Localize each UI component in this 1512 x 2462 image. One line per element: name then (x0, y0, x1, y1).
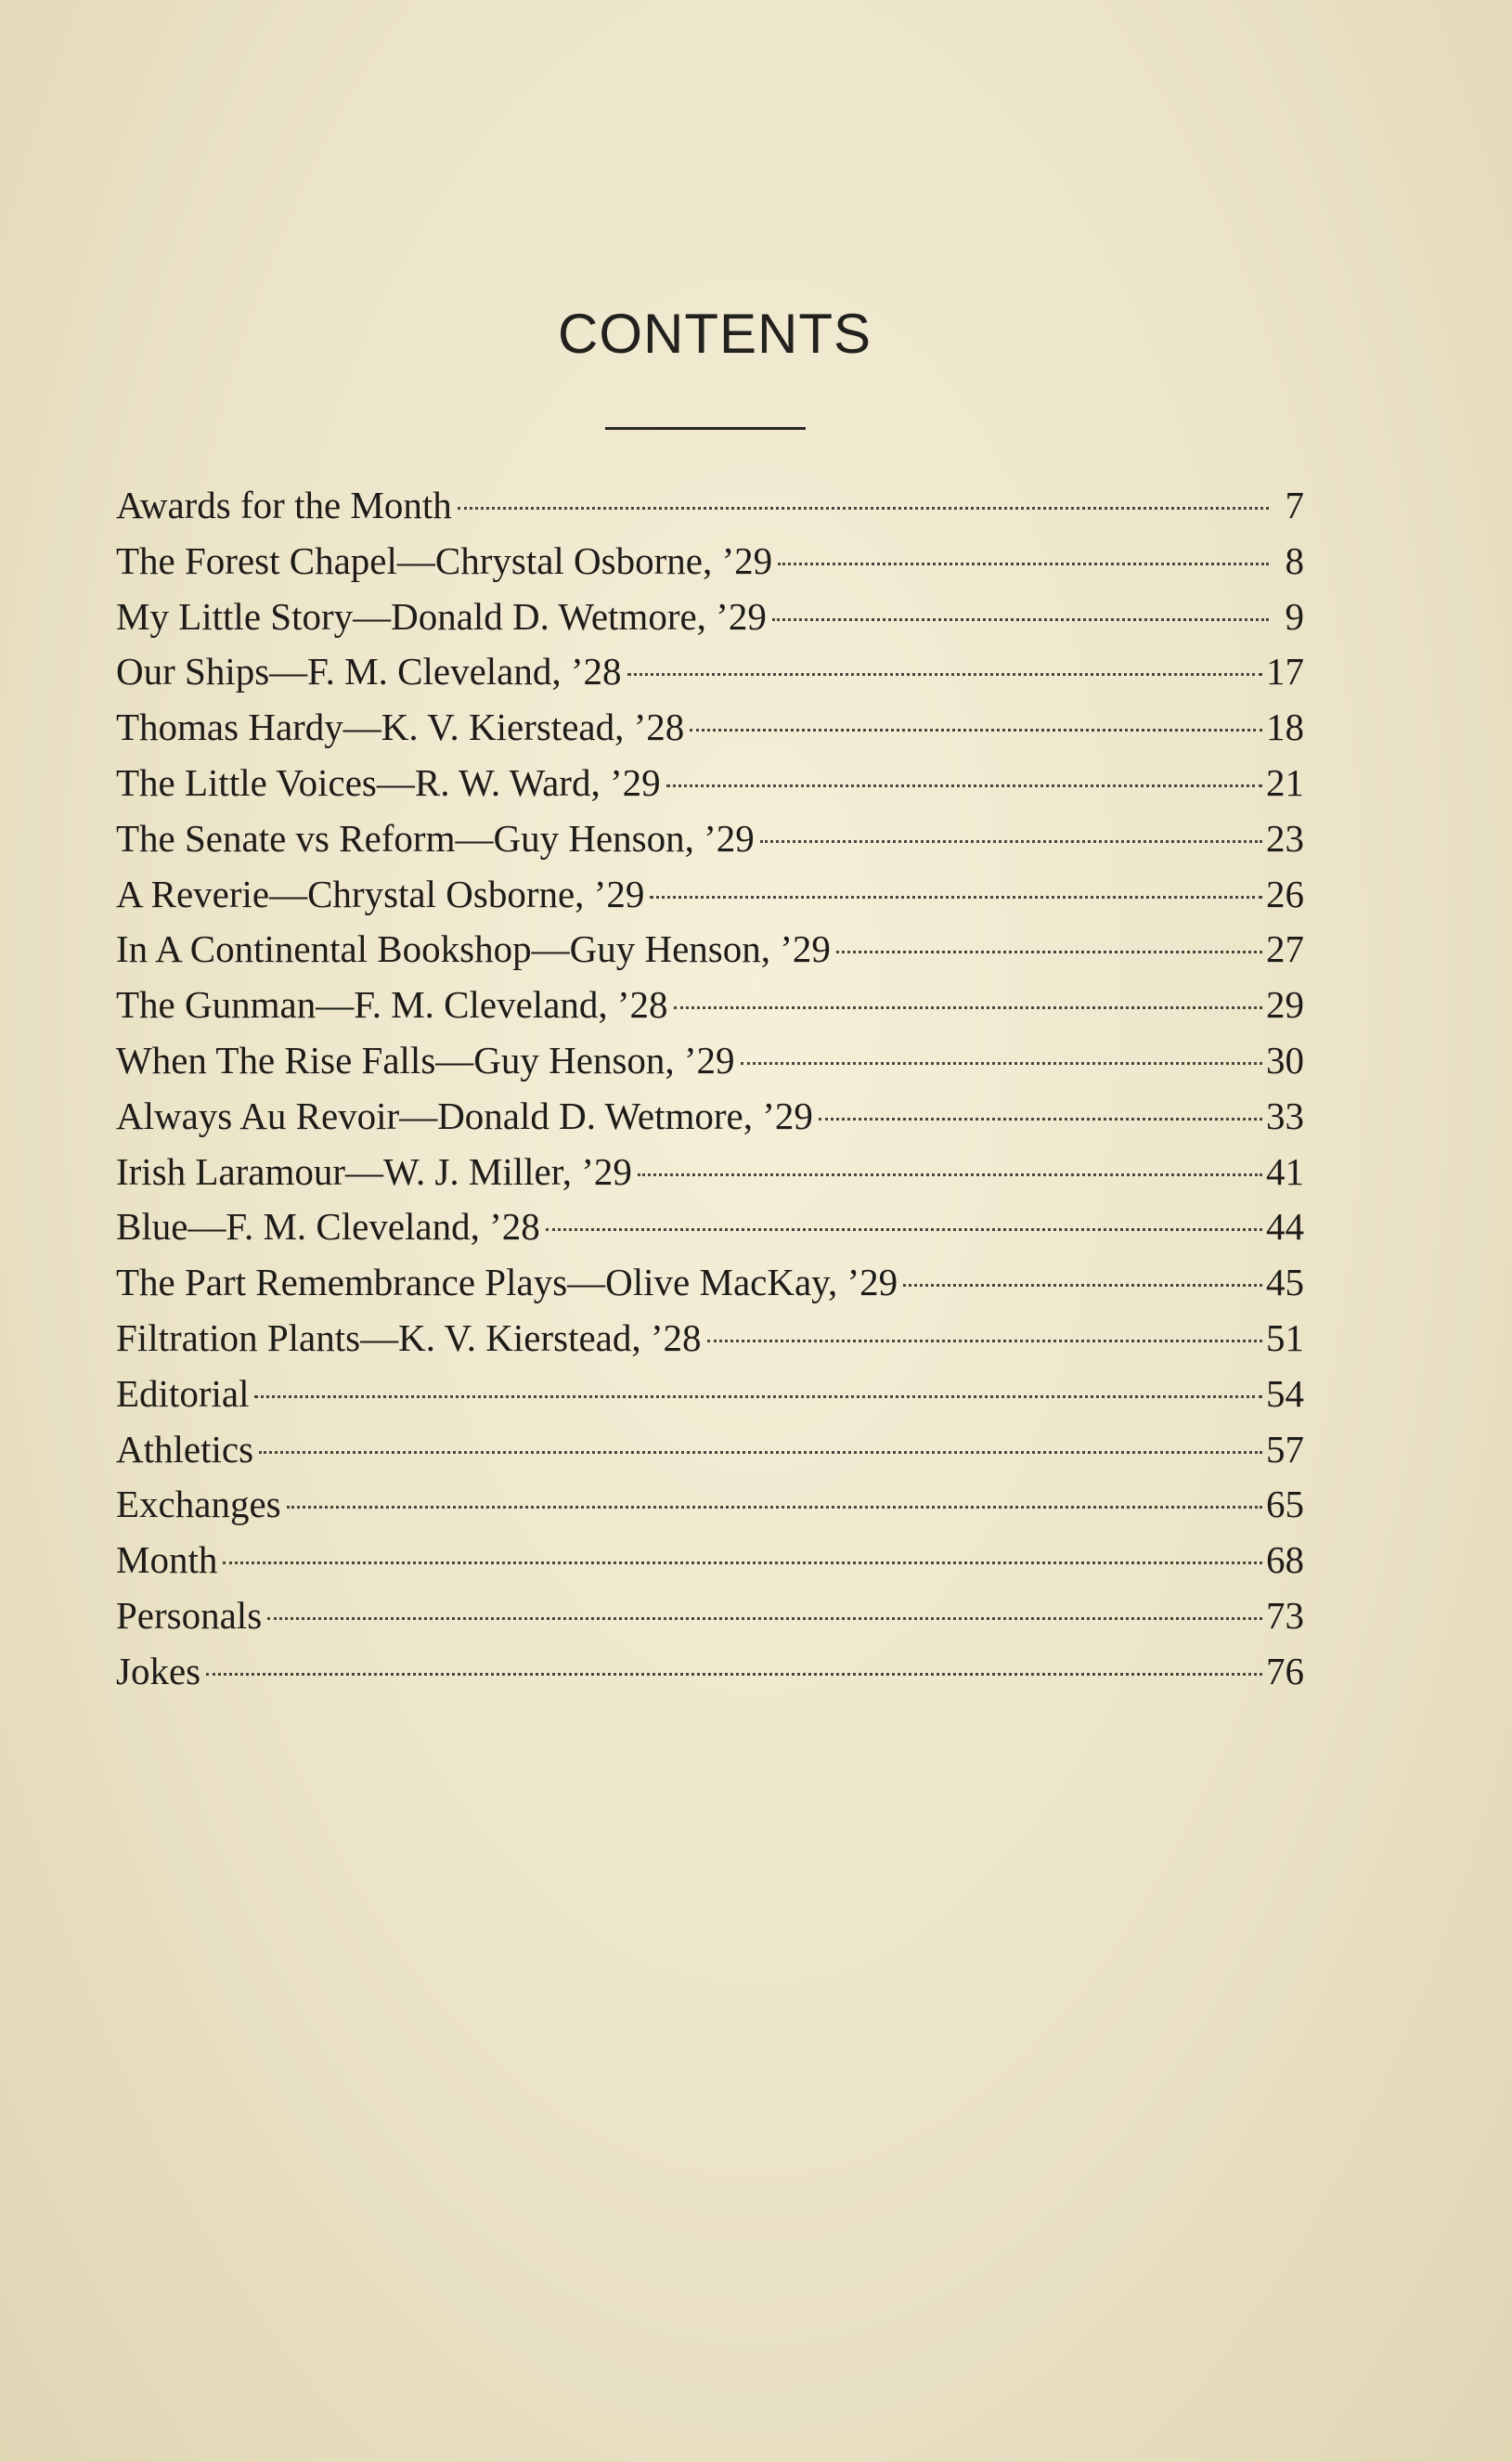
toc-entry (116, 534, 1304, 590)
dot-leader (223, 1561, 1262, 1564)
toc-entry-title: The Forest Chapel—Chrystal Osborne, ’29 (116, 538, 773, 582)
toc-entry-page-number: 29 (1266, 983, 1304, 1027)
toc-entry (116, 644, 1304, 700)
toc-entry-title: Editorial (116, 1371, 250, 1415)
toc-entry (116, 700, 1304, 756)
dot-leader (254, 1395, 1262, 1398)
toc-entry-page-number: 17 (1266, 650, 1304, 693)
toc-entry-title: When The Rise Falls—Guy Henson, ’29 (116, 1038, 735, 1082)
toc-entry (116, 811, 1304, 867)
toc-entry-page-number: 51 (1266, 1315, 1304, 1359)
toc-entry-title: The Senate vs Reform—Guy Henson, ’29 (116, 816, 755, 860)
toc-entry (116, 1644, 1304, 1700)
toc-entry-title: The Part Remembrance Plays—Olive MacKay, ’29 (116, 1261, 898, 1304)
toc-entry (116, 1033, 1304, 1089)
toc-entry-title: The Gunman—F. M. Cleveland, ’28 (116, 983, 668, 1027)
toc-entry (116, 756, 1304, 811)
toc-entry-page-number: 9 (1285, 594, 1304, 638)
table-of-contents (116, 478, 1304, 1700)
toc-entry (116, 1588, 1304, 1644)
toc-entry-page-number: 44 (1266, 1205, 1304, 1249)
dot-leader (903, 1284, 1262, 1287)
toc-entry-page-number: 30 (1266, 1038, 1304, 1082)
toc-entry-page-number: 18 (1266, 706, 1304, 749)
toc-entry-page-number: 76 (1266, 1649, 1304, 1692)
toc-entry (116, 1422, 1304, 1478)
toc-entry-title: Jokes (116, 1649, 201, 1692)
dot-leader (707, 1340, 1262, 1342)
toc-entry-title: Blue—F. M. Cleveland, ’28 (116, 1205, 540, 1249)
dot-leader (650, 896, 1262, 899)
toc-entry (116, 978, 1304, 1033)
toc-entry (116, 1089, 1304, 1145)
toc-entry-title: Athletics (116, 1427, 254, 1471)
toc-entry-title: Filtration Plants—K. V. Kierstead, ’28 (116, 1315, 702, 1359)
toc-entry (116, 922, 1304, 978)
dot-leader (287, 1506, 1262, 1509)
dot-leader (674, 1006, 1262, 1009)
dot-leader (546, 1228, 1262, 1231)
toc-entry (116, 1255, 1304, 1311)
dot-leader (819, 1118, 1262, 1121)
toc-entry (116, 1145, 1304, 1200)
toc-entry-title: In A Continental Bookshop—Guy Henson, ’29 (116, 927, 831, 971)
toc-entry (116, 1533, 1304, 1588)
contents-heading: CONTENTS (558, 303, 872, 365)
heading-rule (605, 427, 806, 430)
toc-entry-title: My Little Story—Donald D. Wetmore, ’29 (116, 594, 767, 638)
toc-entry-title: Personals (116, 1593, 263, 1637)
dot-leader (267, 1617, 1262, 1620)
toc-entry-page-number: 41 (1266, 1149, 1304, 1193)
toc-entry-page-number: 23 (1266, 816, 1304, 860)
dot-leader (666, 784, 1262, 787)
toc-entry-title: A Reverie—Chrystal Osborne, ’29 (116, 872, 645, 915)
toc-entry-page-number: 65 (1266, 1483, 1304, 1526)
toc-entry-page-number: 54 (1266, 1371, 1304, 1415)
toc-entry (116, 1311, 1304, 1367)
toc-entry-page-number: 73 (1266, 1593, 1304, 1637)
toc-entry-title: Our Ships—F. M. Cleveland, ’28 (116, 650, 622, 693)
toc-entry-title: Awards for the Month (116, 484, 452, 526)
dot-leader (836, 951, 1262, 953)
toc-entry-title: Exchanges (116, 1483, 281, 1526)
toc-entry-page-number: 26 (1266, 872, 1304, 915)
dot-leader (690, 729, 1262, 732)
dot-leader (458, 507, 1269, 510)
toc-entry-page-number: 57 (1266, 1427, 1304, 1471)
toc-entry (116, 590, 1304, 645)
dot-leader (772, 618, 1269, 621)
dot-leader (741, 1062, 1262, 1065)
toc-entry-title: Thomas Hardy—K. V. Kierstead, ’28 (116, 706, 685, 749)
toc-entry (116, 1367, 1304, 1422)
dot-leader (760, 840, 1262, 843)
toc-entry (116, 478, 1304, 534)
toc-entry-page-number: 21 (1266, 760, 1304, 804)
toc-entry-page-number: 33 (1266, 1094, 1304, 1137)
toc-entry-page-number: 7 (1285, 484, 1304, 526)
toc-entry-page-number: 8 (1285, 538, 1304, 582)
toc-entry-page-number: 68 (1266, 1538, 1304, 1582)
dot-leader (206, 1673, 1262, 1676)
dot-leader (627, 673, 1262, 676)
dot-leader (259, 1451, 1262, 1454)
dot-leader (638, 1173, 1262, 1176)
toc-entry-title: The Little Voices—R. W. Ward, ’29 (116, 760, 661, 804)
toc-entry-title: Always Au Revoir—Donald D. Wetmore, ’29 (116, 1094, 813, 1137)
toc-entry-title: Irish Laramour—W. J. Miller, ’29 (116, 1149, 632, 1193)
toc-entry (116, 1477, 1304, 1533)
toc-entry (116, 867, 1304, 923)
toc-entry (116, 1199, 1304, 1255)
toc-entry-title: Month (116, 1538, 218, 1582)
dot-leader (778, 563, 1269, 565)
toc-entry-page-number: 45 (1266, 1261, 1304, 1304)
toc-entry-page-number: 27 (1266, 927, 1304, 971)
